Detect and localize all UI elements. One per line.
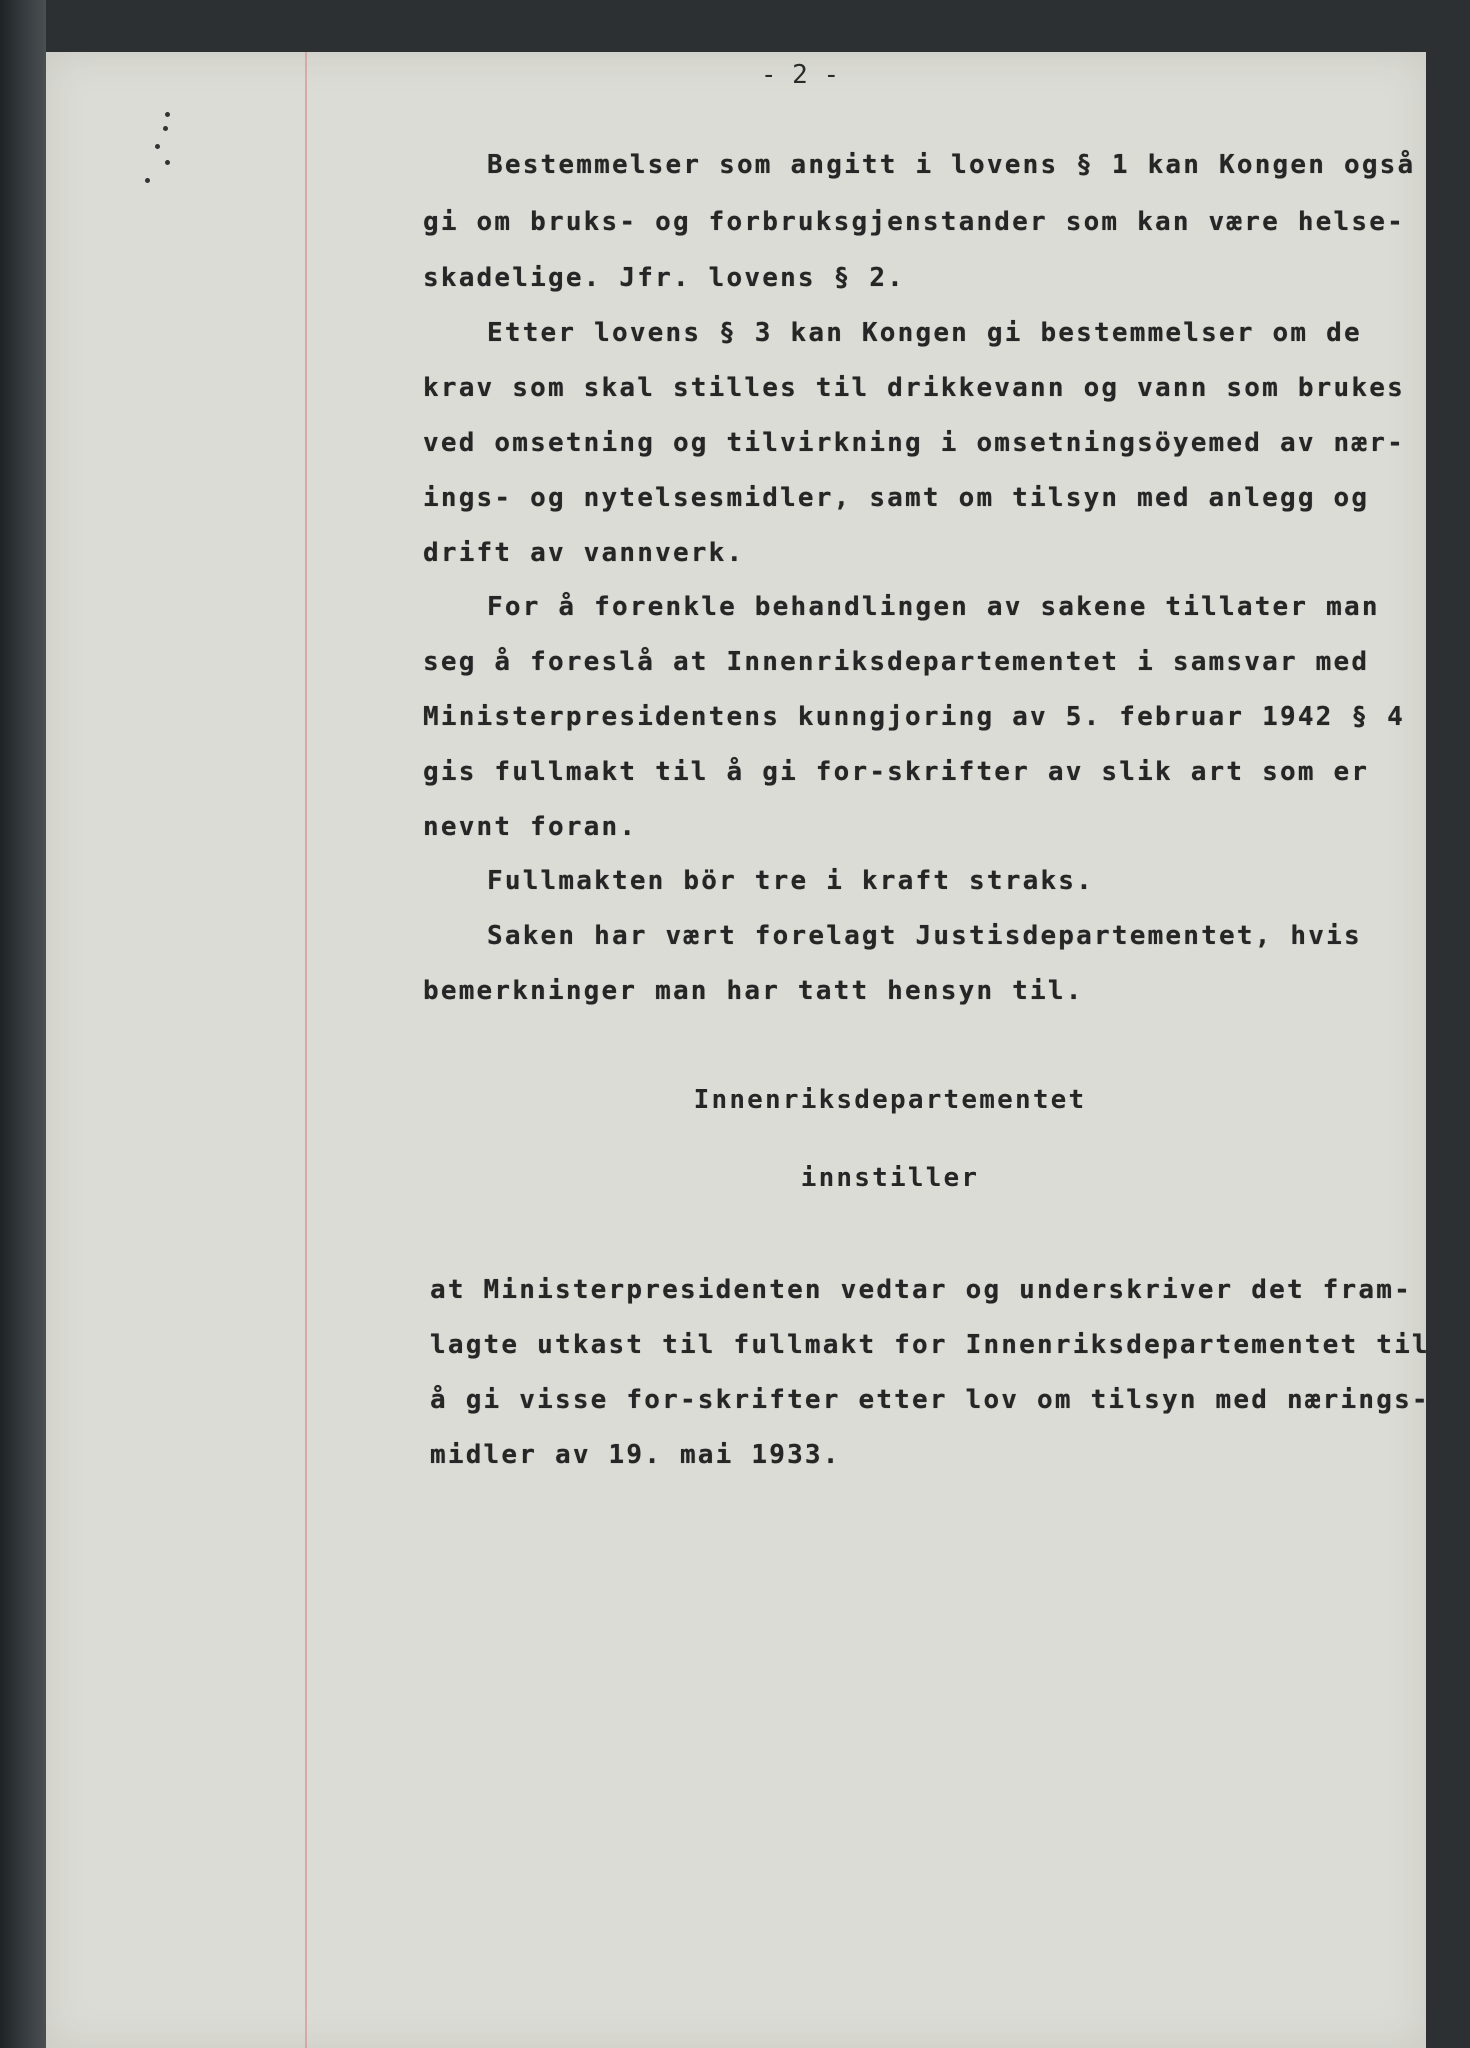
binding-marks <box>135 112 175 202</box>
body-line-4: Etter lovens § 3 kan Kongen gi bestemmelser om de <box>487 318 1362 348</box>
body-line-5: krav som skal stilles til drikkevann og vann som brukes <box>423 373 1405 403</box>
final-line-1: at Ministerpresidenten vedtar og underskriver det fram- <box>430 1275 1412 1305</box>
body-line-12: gis fullmakt til å gi for-skrifter av slik art som er <box>423 757 1370 787</box>
page-number: - 2 - <box>760 60 840 90</box>
body-line-13: nevnt foran. <box>423 812 638 842</box>
margin-rule <box>305 52 307 2048</box>
body-line-6: ved omsetning og tilvirkning i omsetningsöyemed av nær- <box>423 428 1405 458</box>
body-line-14: Fullmakten bör tre i kraft straks. <box>487 866 1095 896</box>
document-page <box>46 52 1426 2048</box>
final-line-3: å gi visse for-skrifter etter lov om tilsyn med nærings- <box>430 1385 1430 1415</box>
body-line-11: Ministerpresidentens kunngjoring av 5. februar 1942 § 4 <box>423 702 1405 732</box>
recommendation-verb: innstiller <box>800 1163 980 1193</box>
scan-background-right <box>1426 0 1470 2048</box>
body-line-3: skadelige. Jfr. lovens § 2. <box>423 263 906 293</box>
binding-edge <box>0 0 46 2048</box>
body-line-1: Bestemmelser som angitt i lovens § 1 kan Kongen også <box>487 150 1416 180</box>
body-line-8: drift av vannverk. <box>423 538 745 568</box>
body-line-2: gi om bruks- og forbruksgjenstander som kan være helse- <box>423 207 1405 237</box>
department-heading: Innenriksdepartementet <box>693 1085 1087 1115</box>
body-line-9: For å forenkle behandlingen av sakene tillater man <box>487 592 1380 622</box>
body-line-7: ings- og nytelsesmidler, samt om tilsyn med anlegg og <box>423 483 1370 513</box>
body-line-15: Saken har vært forelagt Justisdepartementet, hvis <box>487 921 1362 951</box>
body-line-10: seg å foreslå at Innenriksdepartementet i samsvar med <box>423 647 1370 677</box>
final-line-2: lagte utkast til fullmakt for Innenriksdepartementet til <box>430 1330 1430 1360</box>
final-line-4: midler av 19. mai 1933. <box>430 1440 841 1470</box>
body-line-16: bemerkninger man har tatt hensyn til. <box>423 976 1084 1006</box>
scan-background-top <box>46 0 1470 52</box>
